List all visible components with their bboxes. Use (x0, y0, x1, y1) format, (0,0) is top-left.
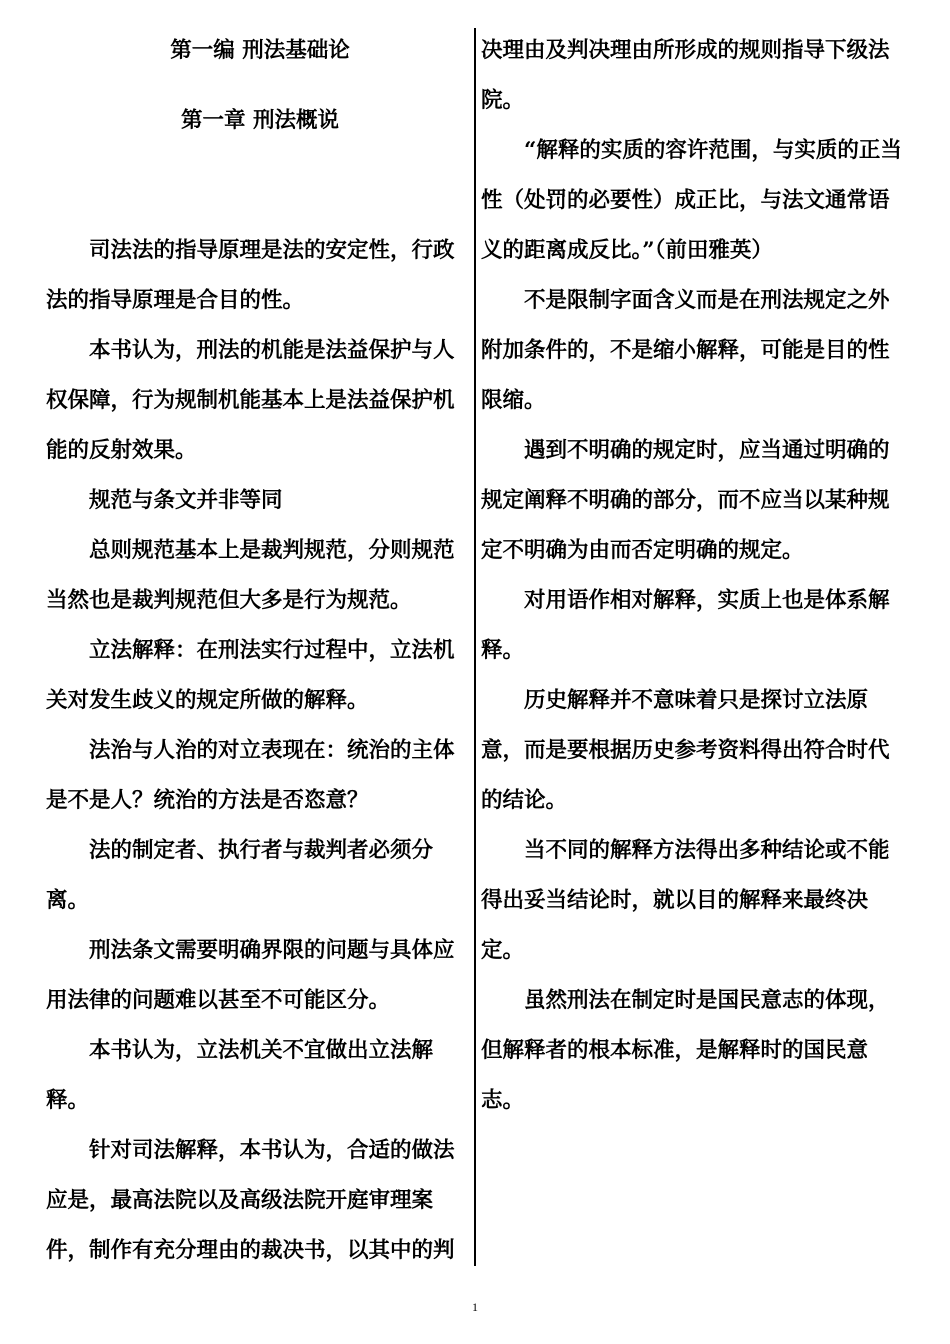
paragraph: 遇到不明确的规定时，应当通过明确的规定阐释不明确的部分，而不应当以某种规定不明确为由而否定明确的规定。 (481, 438, 890, 563)
paragraph: 立法解释：在刑法实行过程中，立法机关对发生歧义的规定所做的解释。 (46, 638, 455, 713)
paragraph: 对用语作相对解释，实质上也是体系解释。 (481, 588, 890, 663)
paragraph: 总则规范基本上是裁判规范，分则规范当然也是裁判规范但大多是行为规范。 (46, 538, 455, 613)
left-column (46, 0, 474, 1276)
chapter-title: 第一章 刑法概说 (181, 108, 339, 133)
title-spacer (46, 146, 474, 226)
column-divider (474, 28, 476, 1266)
paragraph-continuation: 决理由及判决理由所形成的规则指导下级法院。 (481, 38, 890, 113)
paragraph: 规范与条文并非等同 (89, 488, 283, 513)
paragraph: 虽然刑法在制定时是国民意志的体现，但解释者的根本标准，是解释时的国民意志。 (481, 988, 890, 1113)
paragraph: 司法法的指导原理是法的安定性，行政法的指导原理是合目的性。 (46, 238, 455, 313)
page-number: 1 (472, 1300, 478, 1314)
paragraph: 当不同的解释方法得出多种结论或不能得出妥当结论时，就以目的解释来最终决定。 (481, 838, 890, 963)
right-column (481, 0, 909, 1126)
paragraph: “解释的实质的容许范围，与实质的正当性（处罚的必要性）成正比，与法文通常语义的距离成反比。”（前田雅英） (481, 138, 902, 263)
paragraph: 本书认为，立法机关不宜做出立法解释。 (46, 1038, 434, 1113)
paragraph: 针对司法解释，本书认为，合适的做法应是，最高法院以及高级法院开庭审理案件，制作有充分理由的裁决书，以其中的判 (46, 1138, 455, 1263)
paragraph: 本书认为，刑法的机能是法益保护与人权保障，行为规制机能基本上是法益保护机能的反射效果。 (46, 338, 455, 463)
paragraph: 历史解释并不意味着只是探讨立法原意，而是要根据历史参考资料得出符合时代的结论。 (481, 688, 890, 813)
paragraph: 刑法条文需要明确界限的问题与具体应用法律的问题难以甚至不可能区分。 (46, 938, 455, 1013)
paragraph: 不是限制字面含义而是在刑法规定之外附加条件的，不是缩小解释，可能是目的性限缩。 (481, 288, 890, 413)
paragraph: 法的制定者、执行者与裁判者必须分离。 (46, 838, 434, 913)
paragraph: 法治与人治的对立表现在：统治的主体是不是人？统治的方法是否恣意？ (46, 738, 455, 813)
part-title: 第一编 刑法基础论 (170, 38, 350, 63)
